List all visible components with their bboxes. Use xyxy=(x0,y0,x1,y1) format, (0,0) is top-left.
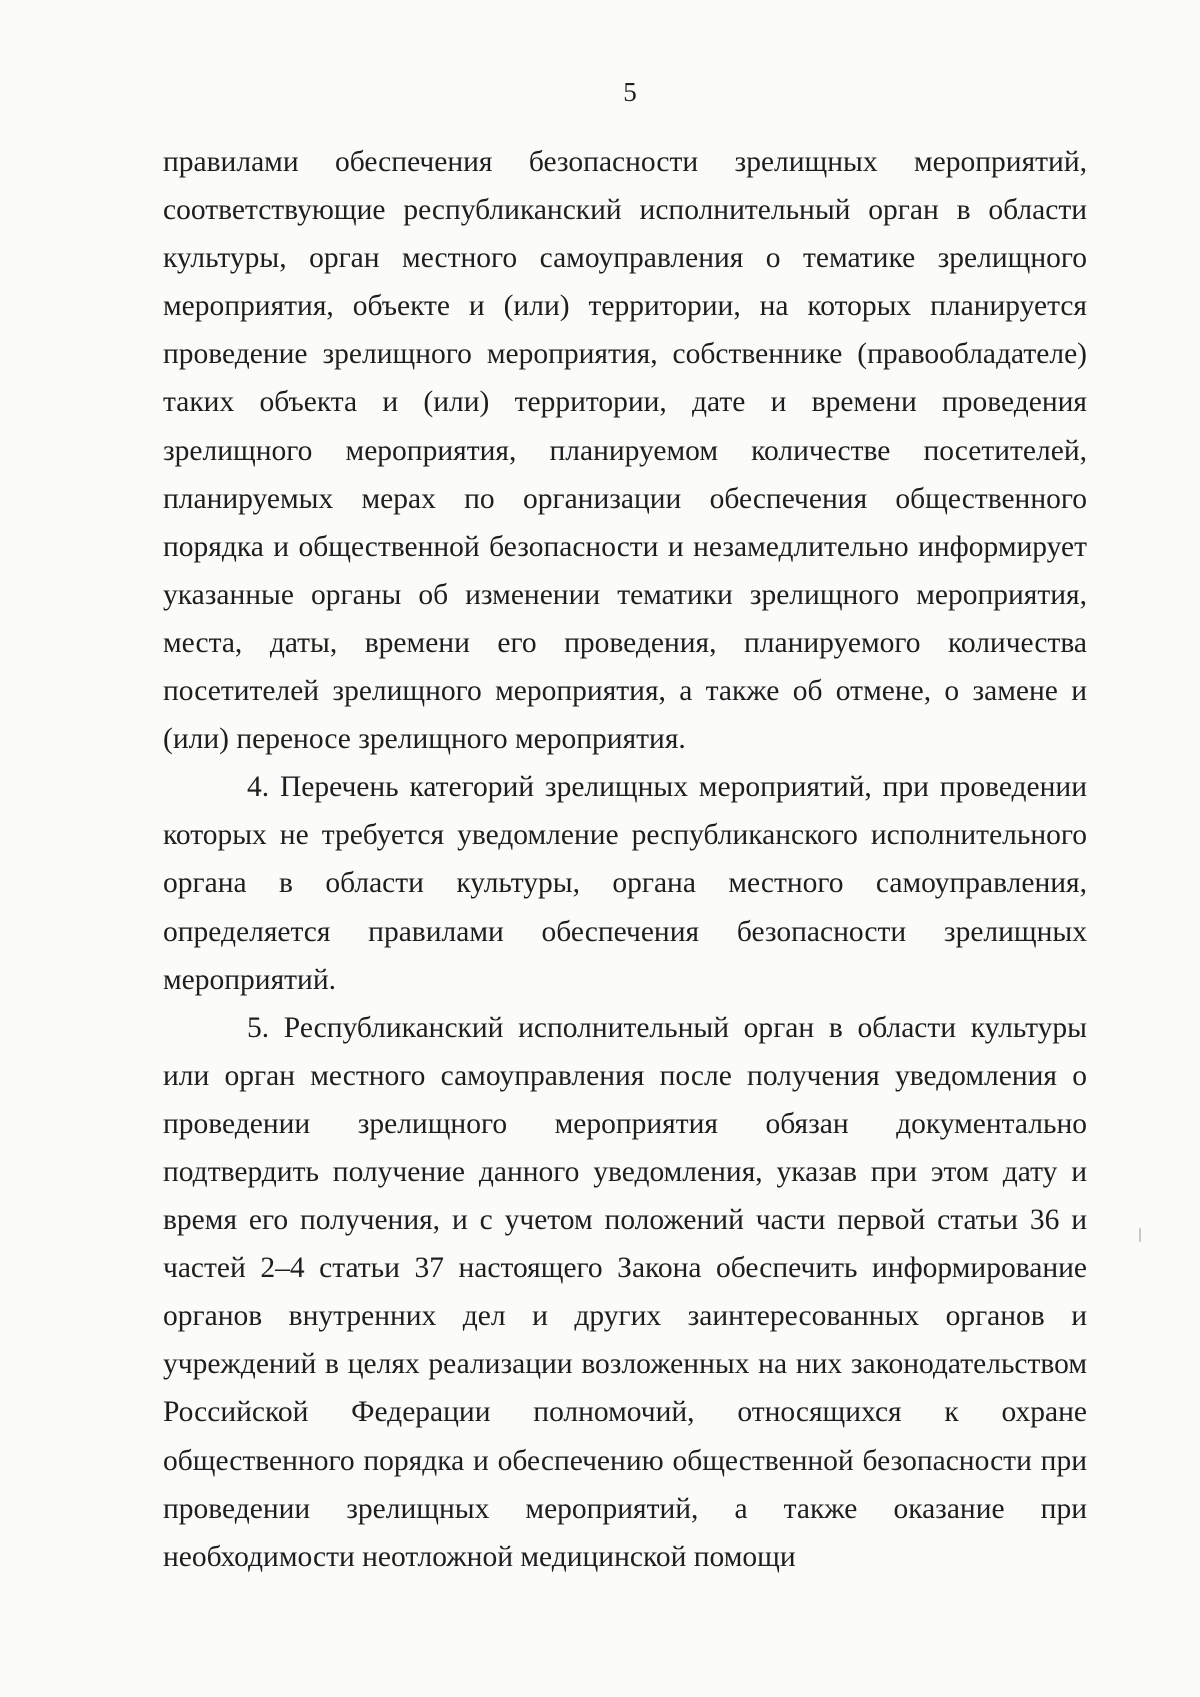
document-body xyxy=(163,138,1087,1581)
scan-artifact xyxy=(1139,1228,1141,1242)
paragraph-item-4: 4. Перечень категорий зрелищных мероприятий, при проведении которых не требуется уведомление республиканского исполнительного органа в области культуры, органа местного самоуправления, определяется правилами обеспечения безопасности зрелищных мероприятий. xyxy=(163,771,1087,996)
page-number: 5 xyxy=(623,77,637,107)
paragraph-continuation: правилами обеспечения безопасности зрелищных мероприятий, соответствующие республиканский исполнительный орган в области культуры, орган местного самоуправления о тематике зрелищного мероприятия, объекте и (или) территории, на которых планируется проведение зрелищного мероприятия, собственнике (правообладателе) таких объекта и (или) территории, дате и времени проведения зрелищного мероприятия, планируемом количестве посетителей, планируемых мерах по организации обеспечения общественного порядка и общественной безопасности и незамедлительно информирует указанные органы об изменении тематики зрелищного мероприятия, места, даты, времени его проведения, планируемого количества посетителей зрелищного мероприятия, а также об отмене, о замене и (или) переносе зрелищного мероприятия. xyxy=(163,146,1087,756)
paragraph-item-5: 5. Республиканский исполнительный орган в области культуры или орган местного самоуправления после получения уведомления о проведении зрелищного мероприятия обязан документально подтвердить получение данного уведомления, указав при этом дату и время его получения, и с учетом положений части первой статьи 36 и частей 2–4 статьи 37 настоящего Закона обеспечить информирование органов внутренних дел и других заинтересованных органов и учреждений в целях реализации возложенных на них законодательством Российской Федерации полномочий, относящихся к охране общественного порядка и обеспечению общественной безопасности при проведении зрелищных мероприятий, а также оказание при необходимости неотложной медицинской помощи xyxy=(163,1011,1087,1573)
